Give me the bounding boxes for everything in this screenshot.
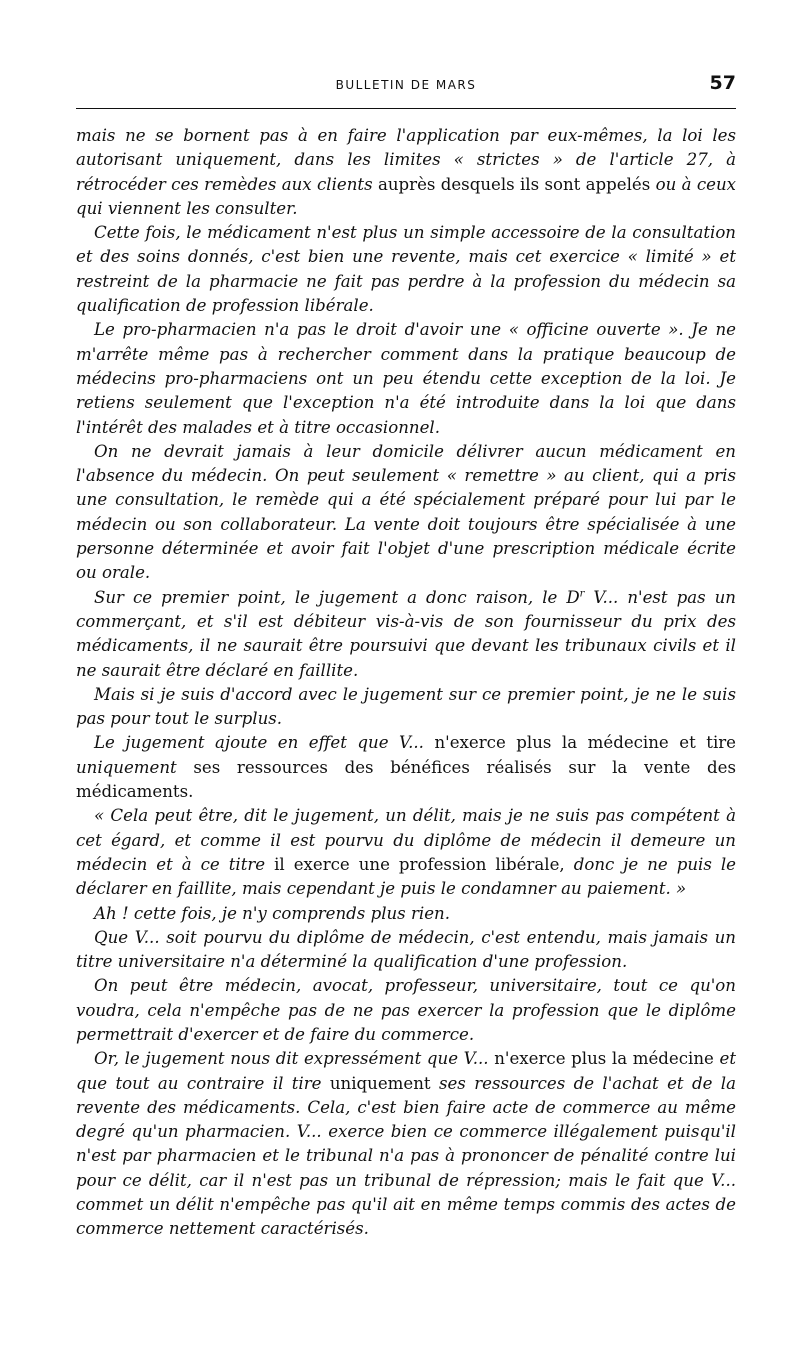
paragraph [76,1047,736,1241]
text-run: Sur ce premier point, le jugement a donc raison, le D [94,587,580,607]
text-run: Le jugement ajoute en effet que V... [94,733,435,753]
paragraph [76,731,736,804]
text-run: et que tout au contraire il tire [76,1049,736,1093]
paragraph [76,683,736,732]
paragraph [76,926,736,975]
paragraph [76,902,736,926]
text-run: n'exerce plus la médecine [494,1049,720,1069]
paragraph [76,586,736,683]
paragraph [76,221,736,318]
text-run: ses ressources des bénéfices réalisés sur la vente des médicaments. [76,757,736,802]
text-run: n'exerce plus la médecine et tire [434,733,736,753]
text-run: Mais si je suis d'accord avec le jugement sur ce premier point, je ne le suis pas pour tout le surplus. [76,684,736,729]
text-run: auprès desquels ils sont appelés [377,174,656,194]
paragraph [76,124,736,221]
text-run: mais ne se bornent pas à en faire l'application par eux-mêmes, la loi les autorisant uniquement, dans les limites « strictes » de l'article 27, à rétrocéder ces remèdes aux clients [76,126,736,194]
text-run: Ah ! cette fois, je n'y comprends plus rien. [94,903,450,923]
text-run: Or, le jugement nous dit expressément que V... [94,1049,495,1069]
text-run: ou à ceux qui viennent les consulter. [76,174,736,218]
paragraph [76,804,736,901]
page-number: 57 [709,72,736,94]
text-run: ses ressources de l'achat et de la revente des médicaments. Cela, c'est bien faire acte de commerce au même degré qu'un pharmacien. V... exerce bien ce commerce illégalement puisqu'il n'est par pharmacien et le tribunal n'a pas à prononcer de pénalité contre lui pour ce délit, car il n'est pas un tribunal de répression; mais le fait que V... commet un délit n'empêche pas qu'il ait en même temps commis des actes de commerce nettement caractérisés. [76,1073,736,1239]
text-run: uniquement [329,1073,439,1093]
superscript: r [579,588,585,600]
text-run: il exerce une profession libérale, [274,854,574,874]
text-run: V... n'est pas un commerçant, et s'il est débiteur vis-à-vis de son fournisseur du prix des médicaments, il ne saurait être poursuivi que devant les tribunaux civils et il ne saurait être déclaré en faillite. [76,587,736,680]
text-run: On peut être médecin, avocat, professeur, universitaire, tout ce qu'on voudra, cela n'empêche pas de ne pas exercer la profession que le diplôme permettrait d'exercer et de faire du commerce. [76,976,736,1044]
text-run: Cette fois, le médicament n'est plus un simple accessoire de la consultation et des soins donnés, c'est bien une revente, mais cet exercice « limité » et restreint de la pharmacie ne fait pas perdre à la profession du médecin sa qualification de profession libérale. [76,223,736,316]
body-text [76,124,736,1242]
text-run: « Cela peut être, dit le jugement, un délit, mais je ne suis pas compétent à cet égard, et comme il est pourvu du diplôme de médecin il demeure un médecin et à ce titre [76,806,736,874]
header-rule [76,108,736,109]
paragraph [76,440,736,586]
paragraph [76,318,736,439]
running-title: BULLETIN DE MARS [335,78,477,92]
text-run: Le pro-pharmacien n'a pas le droit d'avoir une « officine ouverte ». Je ne m'arrête même pas à rechercher comment dans la pratique beaucoup de médecins pro-pharmaciens ont un peu étendu cette exception de la loi. Je retiens seulement que l'exception n'a été introduite dans la loi que dans l'intérêt des malades et à titre occasionnel. [76,320,736,437]
text-run: Que V... soit pourvu du diplôme de médecin, c'est entendu, mais jamais un titre universitaire n'a déterminé la qualification d'une profession. [76,927,736,972]
text-run: On ne devrait jamais à leur domicile délivrer aucun médicament en l'absence du médecin. On peut seulement « remettre » au client, qui a pris une consultation, le remède qui a été spécialement préparé pour lui par le médecin ou son collaborateur. La vente doit toujours être spécialisée à une personne déterminée et avoir fait l'objet d'une prescription médicale écrite ou orale. [76,441,736,583]
text-run: donc je ne puis le déclarer en faillite, mais cependant je puis le condamner au paiement. » [76,854,736,899]
text-run: uniquement [76,757,194,777]
paragraph [76,974,736,1047]
page-header [76,72,736,102]
